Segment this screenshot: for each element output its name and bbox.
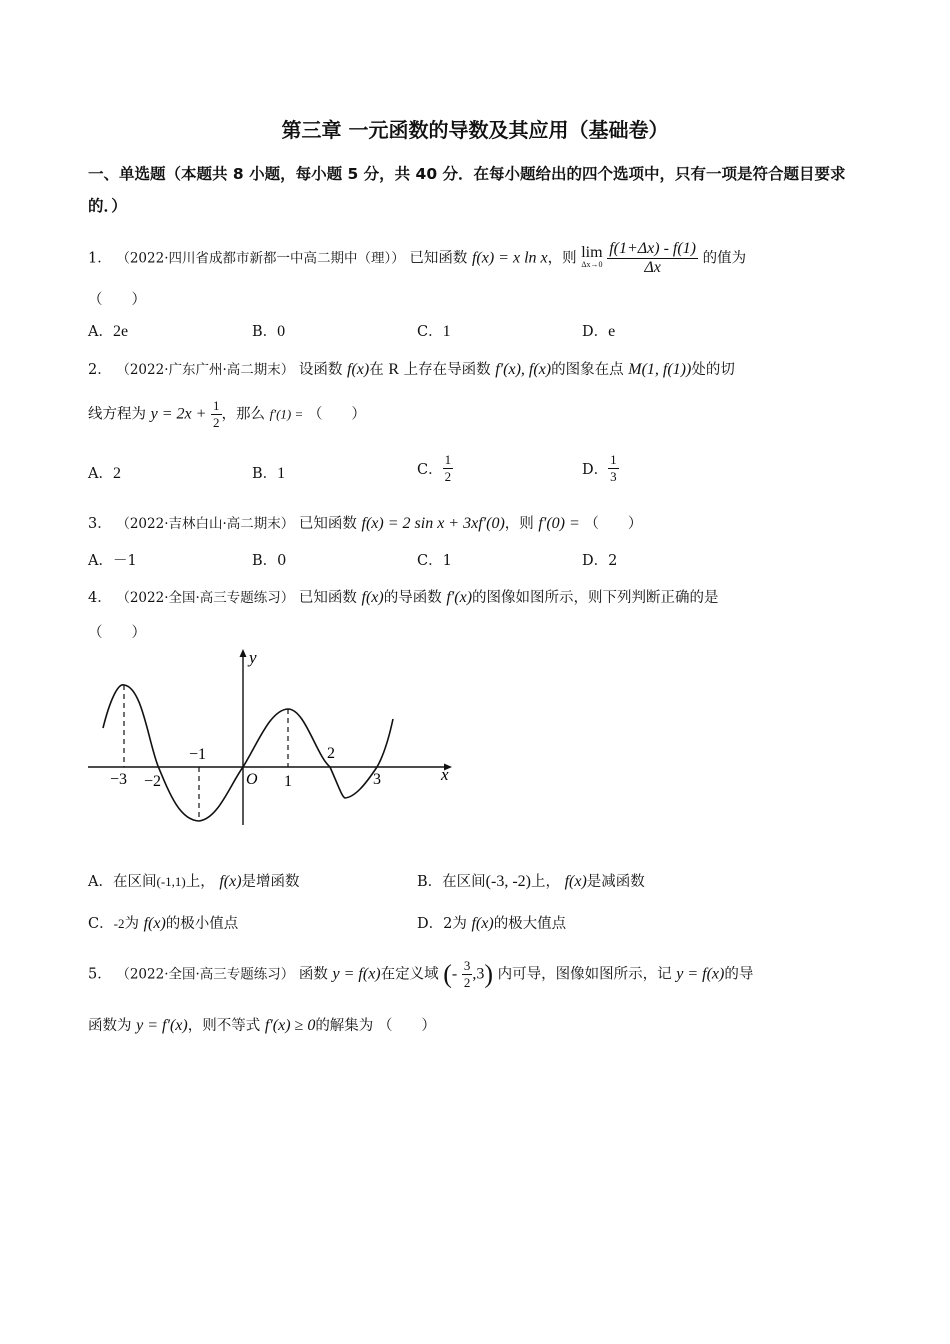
option-d: D．2 (582, 553, 618, 569)
question-1: 1． （2022·四川省成都市新都一中高二期中（理）） 已知函数 f(x) = x ln x，则 lim Δx→0 $\frac{f(1+\Delta x) - f(1)}{\Delta x}$ 的值为 (88, 240, 747, 276)
formula: f(x) = x ln x (471, 249, 548, 267)
y-axis-arrow (240, 649, 247, 657)
option-b: B．在区间(-3, -2)上， f(x)是减函数 (417, 873, 645, 890)
question-number: 1． (88, 250, 112, 267)
option-c: C．1 (417, 323, 451, 340)
question-3: 3． （2022·吉林白山·高二期末） 已知函数 f(x) = 2 sin x + 3xf′(0)，则 f′(0) = （ ） (88, 515, 643, 532)
tick-label: −2 (144, 773, 162, 790)
limit-fraction: $\frac{f(1+\Delta x) - f(1)}{\Delta x}$ (609, 240, 697, 276)
question-4: 4． （2022·全国·高三专题练习） 已知函数 f(x)的导函数 f′(x)的图像如图所示，则下列判断正确的是 (88, 589, 719, 606)
tick-label: −1 (189, 746, 207, 763)
derivative-curve (103, 685, 393, 821)
option-a: A．在区间(-1,1)上， f(x)是增函数 (88, 873, 300, 890)
question-source: （2022·广东广州·高二期末） (116, 362, 295, 378)
question-source: （2022·吉林白山·高二期末） (116, 516, 295, 532)
option-b: B．0 (252, 323, 286, 340)
tick-label: 2 (327, 745, 335, 762)
x-axis-label: x (441, 765, 449, 784)
option-d: D．e (582, 323, 616, 340)
tick-label: 3 (373, 771, 381, 788)
page-title: 第三章 一元函数的导数及其应用（基础卷） (281, 118, 669, 142)
question-2-line2: 线方程为 y = 2x + $\frac{1}{2}$ ，那么 f′(1) = （ ） (88, 398, 366, 430)
question-2: 2． （2022·广东广州·高二期末） 设函数 f(x)在 R 上存在导函数 f′(x), f(x)的图象在点 M(1, f(1))处的切 (88, 361, 735, 378)
y-axis-label: y (249, 648, 257, 667)
question-4-blank: （ ） (88, 625, 146, 641)
option-c: C． $\frac{1}{2}$ (417, 452, 452, 484)
option-d: D． $\frac{1}{3}$ (582, 452, 617, 484)
option-a: A．－1 (88, 553, 137, 569)
option-b: B．1 (252, 465, 286, 482)
tick-label: 1 (284, 773, 292, 790)
option-b: B．0 (252, 553, 287, 569)
question-source: （2022·四川省成都市新都一中高二期中（理）） (116, 250, 405, 267)
limit-expression: lim Δx→0 (581, 243, 603, 269)
option-a: A．2 (88, 465, 121, 482)
section-heading: 一、单选题（本题共 8 小题，每小题 5 分，共 40 分．在每小题给出的四个选项中，只有一项是符合题目要求的．） (88, 165, 846, 215)
question-source: （2022·全国·高三专题练习） (116, 590, 295, 606)
option-c: C．-2为 f(x)的极小值点 (88, 915, 239, 932)
tick-label: −3 (110, 771, 128, 788)
question-source: （2022·全国·高三专题练习） (116, 966, 295, 983)
question-5-line2: 函数为 y = f′(x)，则不等式 f′(x) ≥ 0的解集为 （ ） (88, 1017, 436, 1034)
question-1-blank: （ ） (88, 292, 146, 308)
option-d: D．2为 f(x)的极大值点 (417, 915, 567, 932)
question-5: 5． （2022·全国·高三专题练习） 函数 y = f(x)在定义域 (- $\frac{3}{2}$ ,3) 内可导，图像如图所示，记 y = f(x)的导 (88, 958, 754, 990)
origin-label: O (246, 771, 258, 788)
option-a: A．2e (88, 323, 129, 340)
option-c: C．1 (417, 553, 452, 569)
derivative-graph (80, 645, 460, 830)
